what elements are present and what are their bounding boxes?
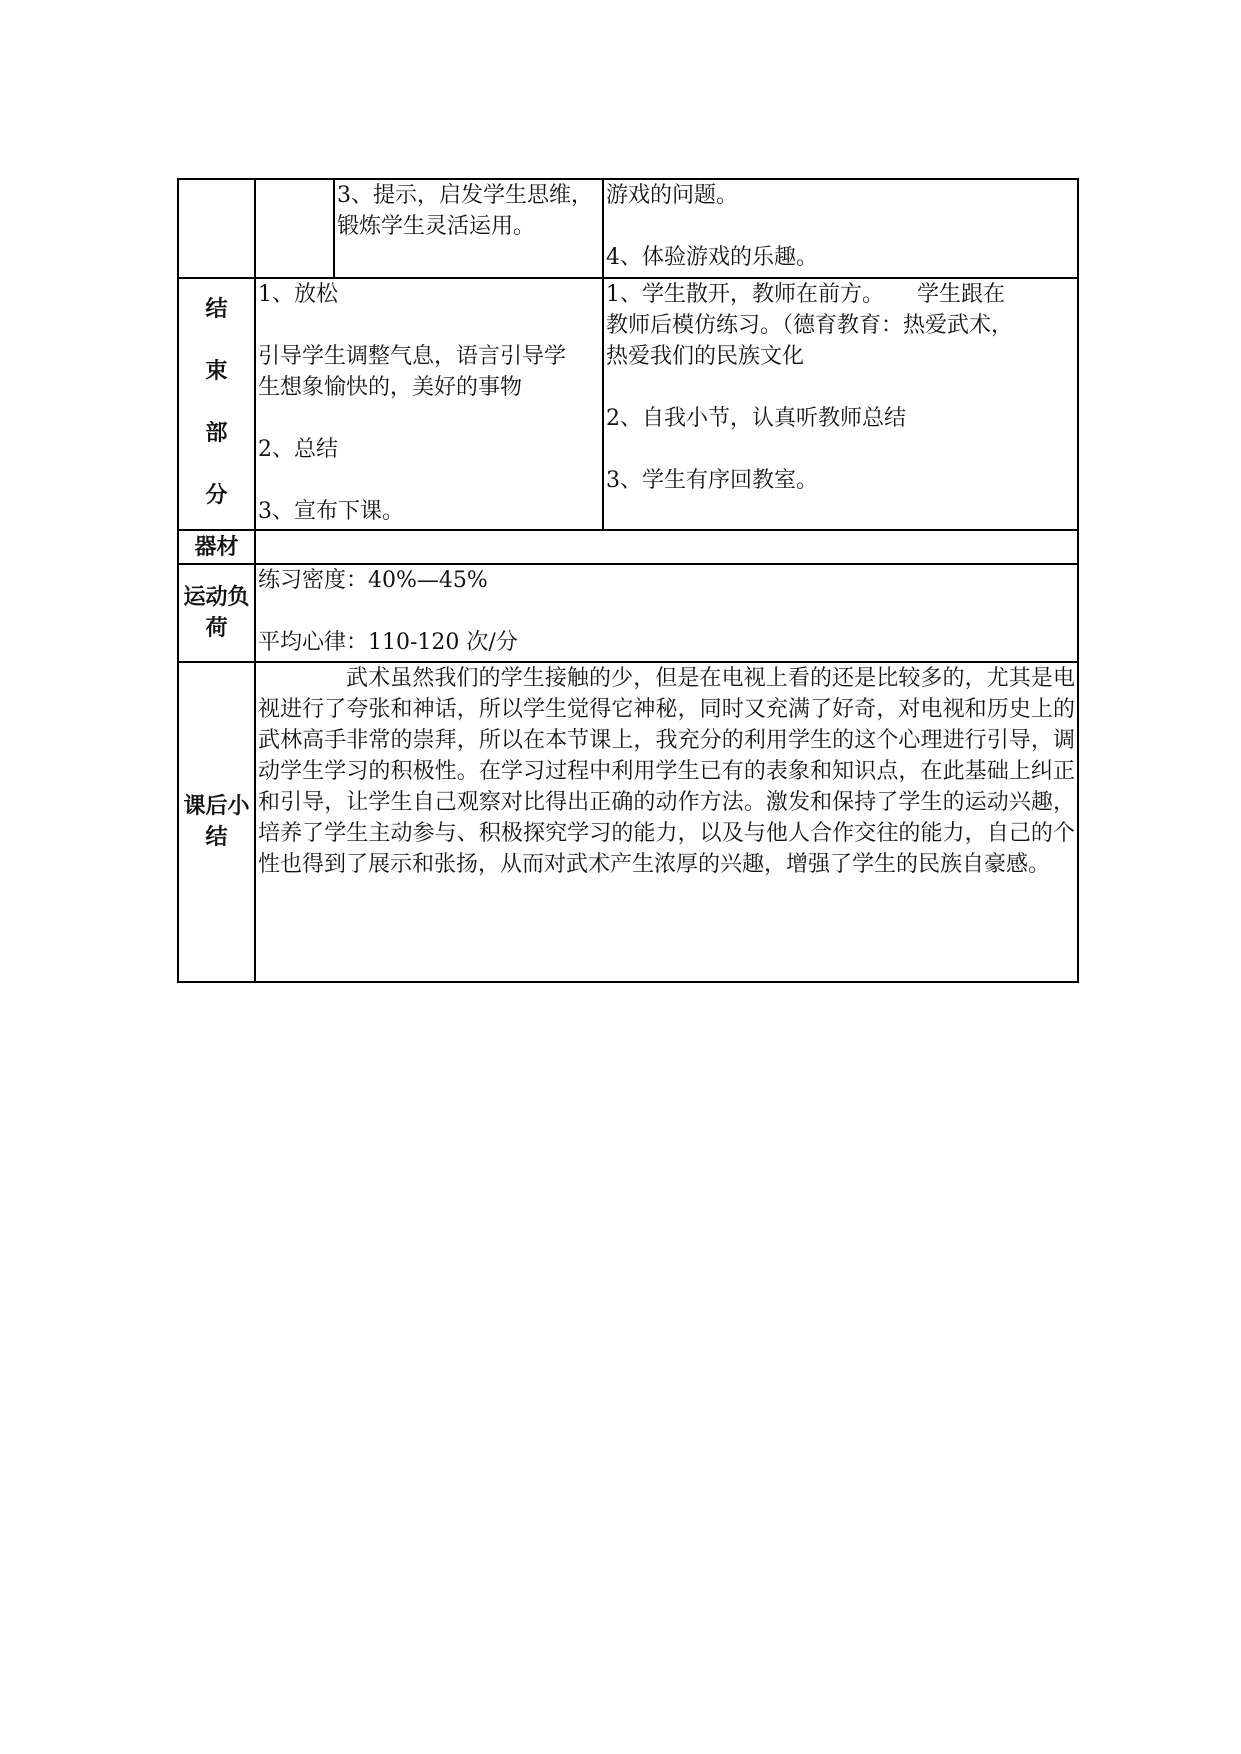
teacher-line: 1、放松 xyxy=(258,282,338,307)
continuation-row xyxy=(178,179,1078,278)
summary-row xyxy=(178,662,1078,982)
student-line: 3、学生有序回教室。 xyxy=(606,468,818,493)
equipment-row xyxy=(178,530,1078,564)
ending-row xyxy=(178,278,1078,530)
continuation-label-cell xyxy=(178,179,255,278)
continuation-student-cell xyxy=(603,179,1078,278)
teacher-line: 生想象愉快的，美好的事物 xyxy=(258,375,523,400)
load-label: 运动负 荷 xyxy=(178,564,255,662)
method-line: 锻炼学生灵活运用。 xyxy=(337,214,536,239)
continuation-method-cell xyxy=(334,179,603,278)
summary-text-cell xyxy=(255,662,1078,982)
summary-label: 课后小 结 xyxy=(178,662,255,982)
equipment-label: 器材 xyxy=(178,530,255,564)
summary-paragraph: 武术虽然我们的学生接触的少，但是在电视上看的还是比较多的，尤其是电视进行了夸张和神话，所以学生觉得它神秘，同时又充满了好奇，对电视和历史上的武林高手非常的崇拜，所以在本节课上，我充分的利用学生的这个心理进行引导，调动学生学习的积极性。在学习过程中利用学生已有的表象和知识点，在此基础上纠正和引导，让学生自己观察对比得出正确的动作方法。激发和保持了学生的运动兴趣，培养了学生主动参与、积极探究学习的能力，以及与他人合作交往的能力，自己的个性也得到了展示和张扬，从而对武术产生浓厚的兴趣，增强了学生的民族自豪感。 xyxy=(258,666,1075,877)
student-line: 游戏的问题。 xyxy=(606,183,739,208)
teacher-line: 引导学生调整气息，语言引导学 xyxy=(258,344,567,369)
student-line: 热爱我们的民族文化 xyxy=(606,344,805,369)
lesson-plan-table xyxy=(177,178,1079,983)
method-line: 3、提示，启发学生思维， xyxy=(337,183,593,208)
load-value-cell xyxy=(255,564,1078,662)
ending-student-cell xyxy=(603,278,1078,530)
equipment-value xyxy=(255,530,1078,564)
continuation-blank-cell xyxy=(255,179,334,278)
student-line: 1、学生散开，教师在前方。 学生跟在 xyxy=(606,282,1005,307)
load-row xyxy=(178,564,1078,662)
teacher-line: 2、总结 xyxy=(258,437,338,462)
student-line: 教师后模仿练习。（德育教育：热爱武术， xyxy=(606,313,1014,338)
student-line: 2、自我小节，认真听教师总结 xyxy=(606,406,906,431)
average-heart-rate: 平均心律：110-120 次/分 xyxy=(258,630,518,655)
ending-teacher-cell xyxy=(255,278,603,530)
practice-density: 练习密度：40%—45% xyxy=(258,568,488,593)
teacher-line: 3、宣布下课。 xyxy=(258,499,404,524)
ending-label: 结 束 部 分 xyxy=(178,278,255,530)
student-line: 4、体验游戏的乐趣。 xyxy=(606,245,818,270)
